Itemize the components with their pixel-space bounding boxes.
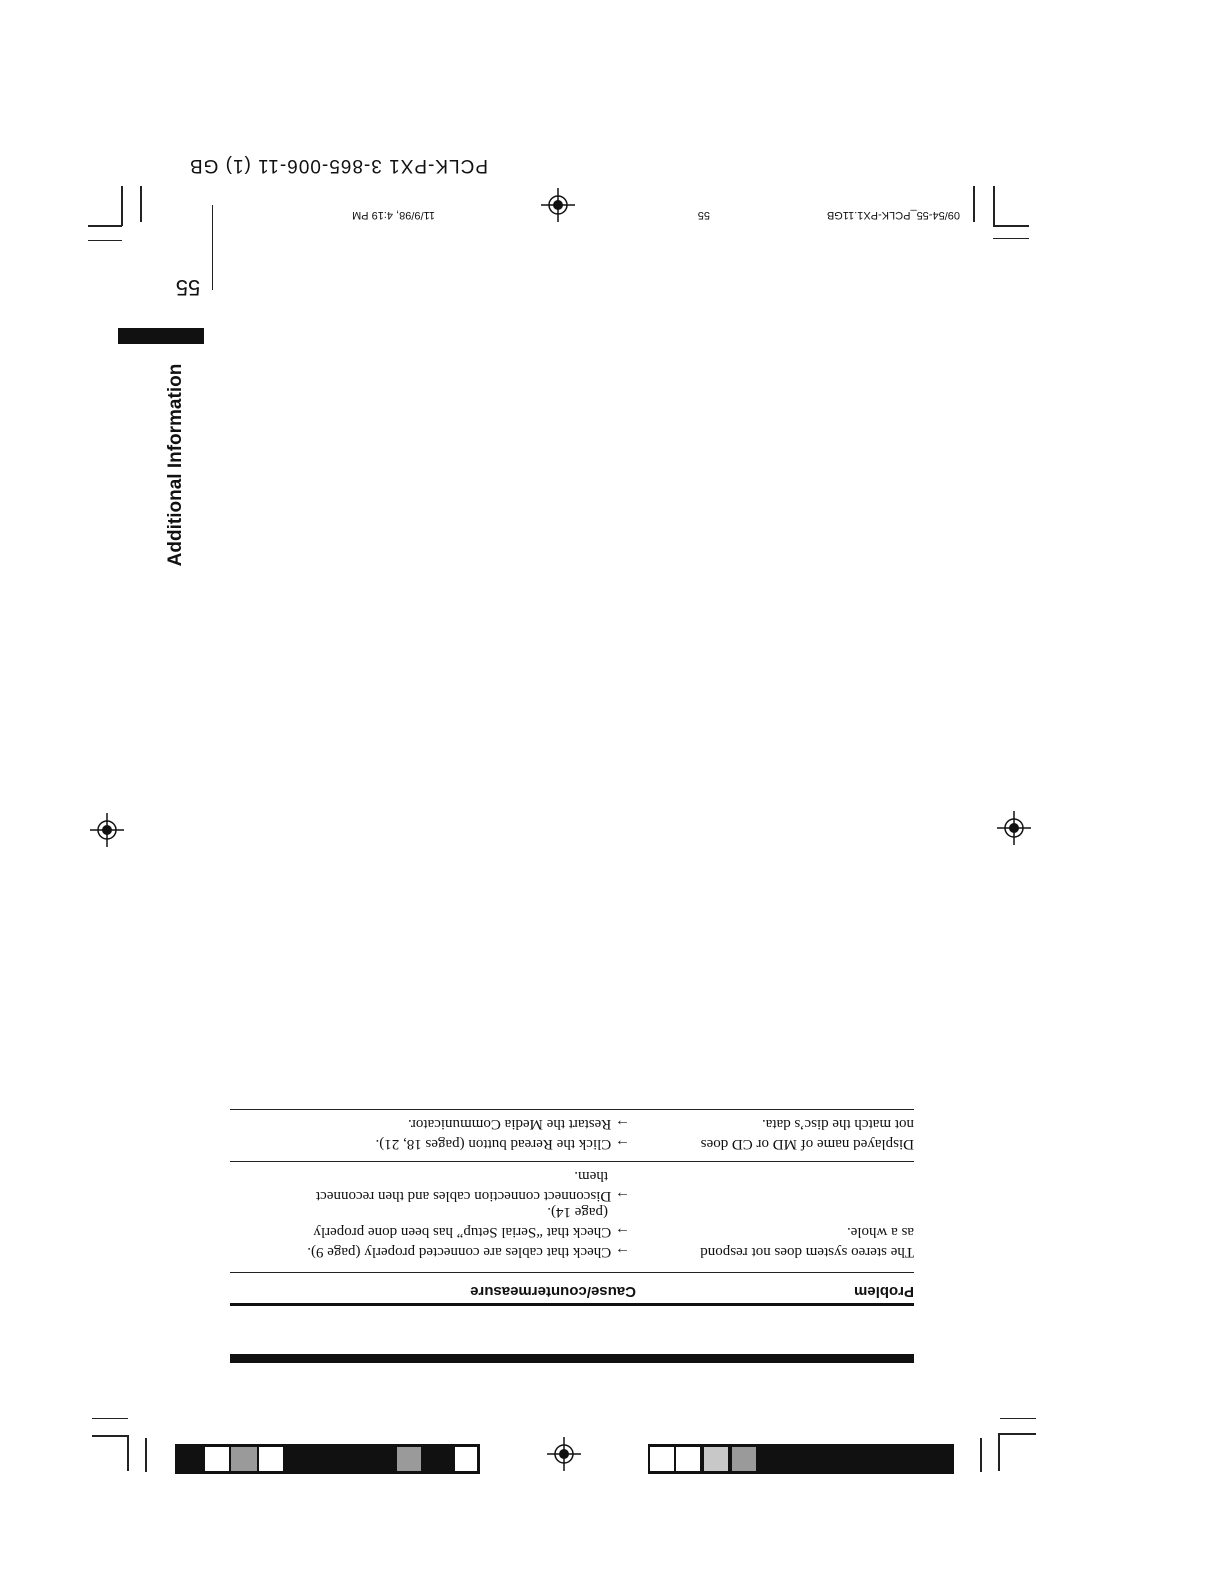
arrow-icon: → [615, 1116, 630, 1132]
table-cell-cause [230, 1202, 630, 1242]
crop-mark-icon [92, 1435, 128, 1437]
color-chip [397, 1447, 421, 1471]
cause-text: them. [574, 1168, 608, 1184]
slug-filename: 09/54-55_PCLK-PX1.11GB [826, 209, 960, 221]
column-header-problem: Problem [853, 1283, 914, 1300]
arrow-icon: → [615, 1136, 630, 1152]
crop-mark-icon [998, 1433, 1000, 1471]
table-header-rule [230, 1303, 914, 1306]
slug-timestamp: 11/9/98, 4:19 PM [352, 209, 435, 221]
crop-mark-icon [127, 1435, 129, 1471]
table-cell-cause [230, 1114, 630, 1134]
crop-mark-icon [980, 1438, 982, 1472]
crop-mark-icon [121, 186, 123, 226]
registration-crosshair-icon [541, 188, 575, 222]
crop-mark-icon [88, 225, 122, 227]
table-cell-problem [660, 1114, 914, 1154]
color-chip [650, 1447, 674, 1471]
cause-text: Restart the Media Communicator. [407, 1116, 612, 1132]
color-chip [455, 1447, 477, 1471]
cause-text: Click the Reread button (pages 18, 21). [375, 1136, 612, 1152]
table-row-divider [230, 1272, 914, 1273]
problem-line: Displayed name of MD or CD does [700, 1136, 914, 1152]
section-label: Additional Information [165, 363, 186, 567]
slug-page-number: 55 [697, 209, 710, 221]
problem-line: not match the disc’s data. [761, 1116, 914, 1132]
crop-mark-icon [973, 186, 975, 222]
crop-mark-icon [92, 1418, 128, 1419]
cause-text: (page 14). [547, 1204, 608, 1220]
problem-line: The stereo system does not respond [700, 1244, 914, 1260]
table-row-divider [230, 1161, 914, 1162]
registration-crosshair-icon [90, 813, 124, 847]
table-bottom-rule [230, 1109, 914, 1110]
column-header-cause: Cause/countermeasure [470, 1283, 636, 1300]
table-top-bar [230, 1354, 914, 1363]
crop-mark-icon [993, 238, 1029, 239]
arrow-icon: → [615, 1188, 630, 1204]
table-cell-cause [230, 1242, 630, 1262]
document-code: PCLK-PX1 3-865-006-11 (1) GB [188, 155, 488, 176]
crop-mark-icon [140, 186, 142, 222]
color-chip [732, 1447, 756, 1471]
crop-mark-icon [993, 186, 995, 226]
registration-crosshair-icon [547, 1437, 581, 1471]
cause-text: Disconnect connection cables and then reconnect [315, 1188, 612, 1204]
color-bar-left [175, 1444, 480, 1474]
color-chip [231, 1447, 257, 1471]
crop-mark-icon [998, 1433, 1036, 1435]
color-chip [704, 1447, 728, 1471]
section-tab-marker [118, 328, 204, 344]
crop-mark-icon [145, 1438, 147, 1472]
cause-text: Check that “Serial Setup” has been done properly [313, 1224, 612, 1240]
arrow-icon: → [615, 1244, 630, 1260]
cause-text: Check that cables are connected properly (page 9). [307, 1244, 612, 1260]
arrow-icon: → [615, 1224, 630, 1240]
table-cell-cause [230, 1166, 630, 1206]
registration-crosshair-icon [997, 811, 1031, 845]
page-number: 55 [175, 275, 201, 300]
color-chip [205, 1447, 229, 1471]
crop-mark-icon [1000, 1418, 1036, 1419]
color-chip [259, 1447, 283, 1471]
color-bar-right [648, 1444, 954, 1474]
table-cell-problem [660, 1222, 914, 1262]
crop-mark-icon [993, 225, 1029, 227]
crop-mark-icon [88, 240, 122, 241]
color-chip [676, 1447, 700, 1471]
crop-mark-icon [212, 205, 213, 290]
table-cell-cause [230, 1134, 630, 1154]
problem-line: as a whole. [846, 1224, 914, 1240]
